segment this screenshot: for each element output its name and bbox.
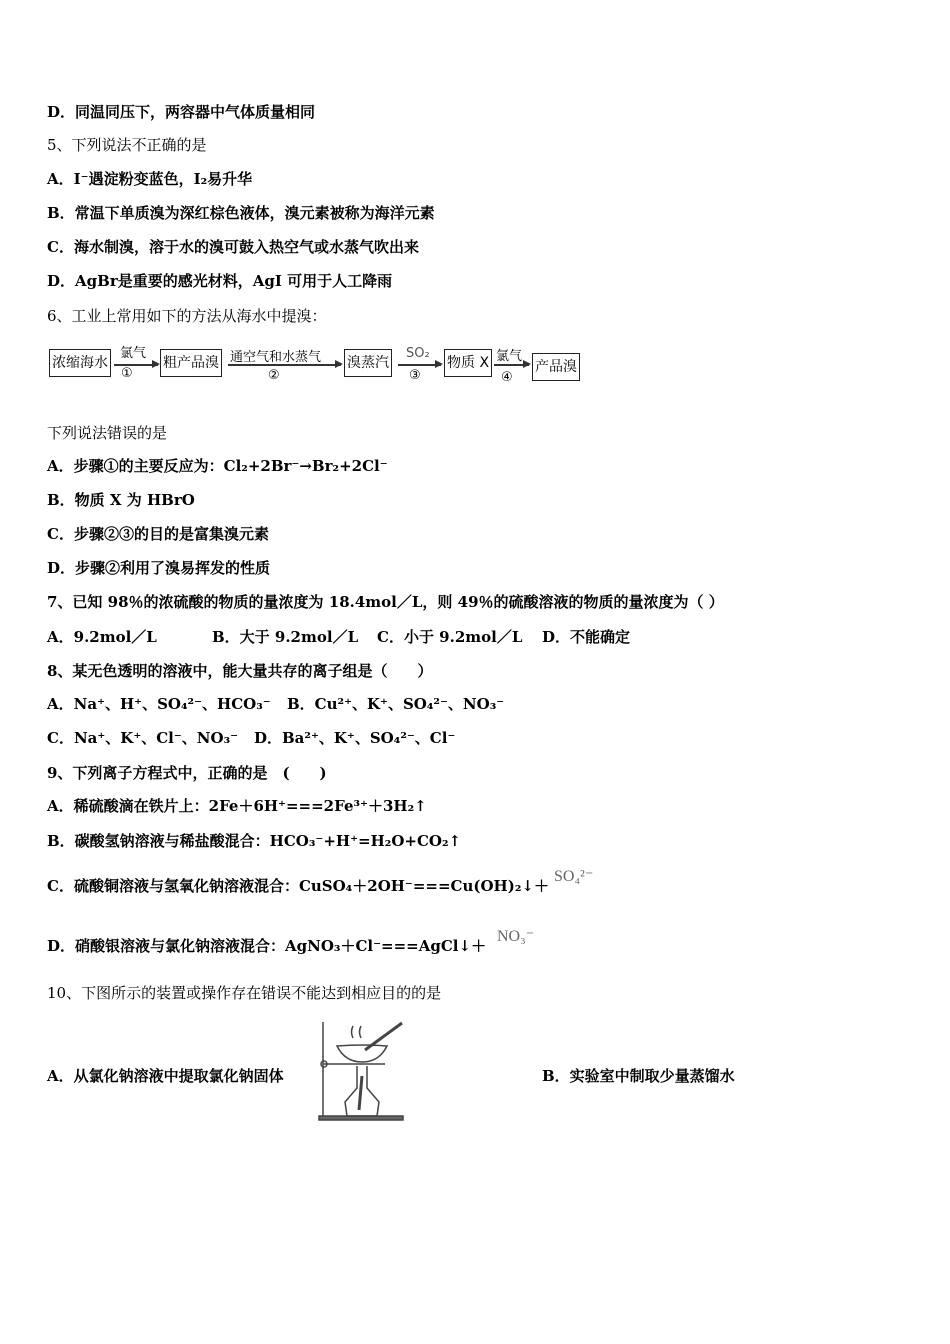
q9-option-c: C．硫酸铜溶液与氢氧化钠溶液混合：CuSO₄＋2OH⁻===Cu(OH)₂↓＋ [47,877,549,895]
flow-box: 溴蒸汽 [344,349,392,377]
q5-option-b: B．常温下单质溴为深红棕色液体，溴元素被称为海洋元素 [47,204,435,222]
q10-stem: 10、下图所示的装置或操作存在错误不能达到相应目的的是 [47,984,442,1002]
flow-box: 产品溴 [532,353,580,381]
q8-option-c: C．Na⁺、K⁺、Cl⁻、NO₃⁻ [47,729,239,747]
q8-stem: 8、某无色透明的溶液中，能大量共存的离子组是（ ） [47,662,433,680]
q10-option-a: A．从氯化钠溶液中提取氯化钠固体 [47,1067,284,1085]
q7-option-b: B．大于 9.2mol／L [212,628,359,646]
q6-stem: 6、工业上常用如下的方法从海水中提溴： [47,307,327,325]
q8-option-d: D．Ba²⁺、K⁺、SO₄²⁻、Cl⁻ [254,729,456,747]
q9-stem: 9、下列离子方程式中，正确的是 ( ) [47,764,327,782]
q4-option-d: D．同温同压下，两容器中气体质量相同 [47,103,316,121]
q5-stem: 5、下列说法不正确的是 [47,136,207,154]
evaporation-apparatus-image [315,1018,410,1126]
q6-subprompt: 下列说法错误的是 [47,424,168,442]
q7-option-c: C．小于 9.2mol／L [377,628,523,646]
q7-option-a: A．9.2mol／L [47,628,157,646]
flow-box: 粗产品溴 [160,349,222,377]
q9-option-a: A．稀硫酸滴在铁片上：2Fe＋6H⁺===2Fe³⁺＋3H₂↑ [47,797,427,815]
flow-arrow-label: 氯气 [120,346,147,361]
q7-stem: 7、已知 98％的浓硫酸的物质的量浓度为 18.4mol／L，则 49％的硫酸溶液的物质的量浓度为（ ） [47,593,724,611]
flow-box: 浓缩海水 [49,349,111,377]
flow-box: 物质 X [444,349,492,377]
q5-option-c: C．海水制溴，溶于水的溴可鼓入热空气或水蒸气吹出来 [47,238,419,256]
q8-option-b: B．Cu²⁺、K⁺、SO₄²⁻、NO₃⁻ [287,695,505,713]
q5-option-a: A．I⁻遇淀粉变蓝色，I₂易升华 [47,170,253,188]
flow-step-number: ④ [501,370,513,385]
q10-option-b: B．实验室中制取少量蒸馏水 [542,1067,735,1085]
q7-option-d: D．不能确定 [542,628,631,646]
flow-arrow [494,364,529,366]
flow-step-number: ② [268,368,280,383]
sulfate-ion-image: SO₄²⁻ [554,868,594,885]
q6-option-c: C．步骤②③的目的是富集溴元素 [47,525,269,543]
q6-option-b: B．物质 X 为 HBrO [47,491,195,509]
flow-arrow-label: SO₂ [406,346,430,361]
q6-option-d: D．步骤②利用了溴易挥发的性质 [47,559,271,577]
flow-step-number: ③ [409,368,421,383]
flow-arrow-label: 通空气和水蒸气 [230,350,322,365]
q5-option-d: D．AgBr是重要的感光材料，AgI 可用于人工降雨 [47,272,393,290]
q9-option-d: D．硝酸银溶液与氯化钠溶液混合：AgNO₃＋Cl⁻===AgCl↓＋ [47,937,487,955]
q9-option-b: B．碳酸氢钠溶液与稀盐酸混合：HCO₃⁻+H⁺=H₂O+CO₂↑ [47,832,462,850]
nitrate-ion-image: NO₃⁻ [497,928,535,945]
flow-arrow-label: 氯气 [496,349,523,364]
q8-option-a: A．Na⁺、H⁺、SO₄²⁻、HCO₃⁻ [47,695,271,713]
flow-step-number: ① [121,366,133,381]
flow-arrow [398,364,441,366]
q6-option-a: A．步骤①的主要反应为：Cl₂+2Br⁻→Br₂+2Cl⁻ [47,457,388,475]
